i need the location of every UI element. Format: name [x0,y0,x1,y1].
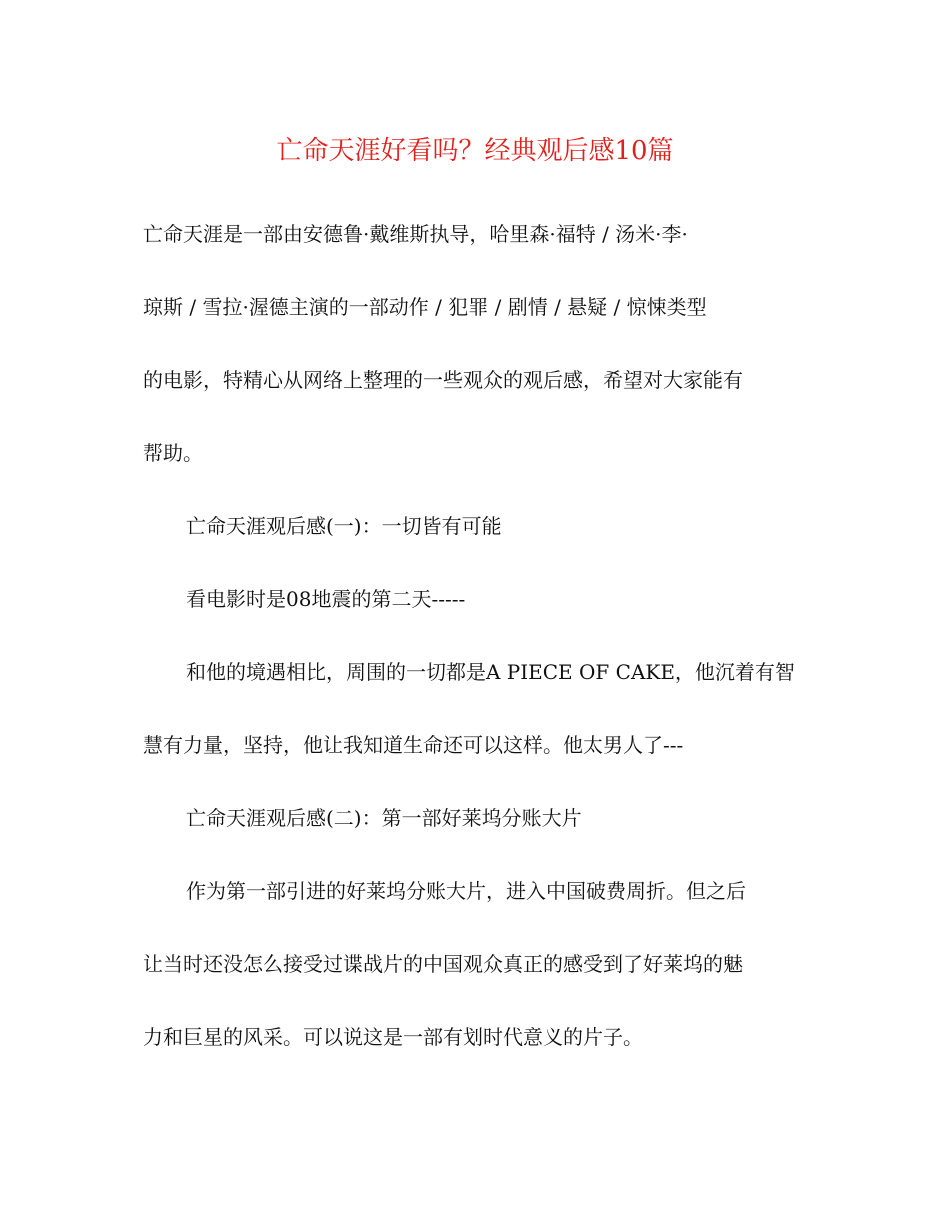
paragraph-line: 作为第一部引进的好莱坞分账大片，进入中国破费周折。但之后 [186,879,746,903]
section-heading-1: 亡命天涯观后感(一)：一切皆有可能 [186,514,502,538]
paragraph-line: 慧有力量，坚持，他让我知道生命还可以这样。他太男人了--- [143,733,684,757]
paragraph-line: 和他的境遇相比，周围的一切都是A PIECE OF CAKE，他沉着有智 [186,660,795,684]
document-title: 亡命天涯好看吗？经典观后感10篇 [276,136,674,166]
paragraph-line: 让当时还没怎么接受过谍战片的中国观众真正的感受到了好莱坞的魅 [143,952,743,976]
paragraph-line: 看电影时是08地震的第二天----- [186,587,466,611]
intro-line-4: 帮助。 [143,441,203,465]
paragraph-line: 力和巨星的风采。可以说这是一部有划时代意义的片子。 [143,1025,643,1049]
intro-line-2: 琼斯 / 雪拉·渥德主演的一部动作 / 犯罪 / 剧情 / 悬疑 / 惊悚类型 [143,295,707,319]
intro-line-1: 亡命天涯是一部由安德鲁·戴维斯执导，哈里森·福特 / 汤米·李· [143,222,688,246]
intro-line-3: 的电影，特精心从网络上整理的一些观众的观后感，希望对大家能有 [143,368,743,392]
section-heading-2: 亡命天涯观后感(二)：第一部好莱坞分账大片 [186,806,582,830]
